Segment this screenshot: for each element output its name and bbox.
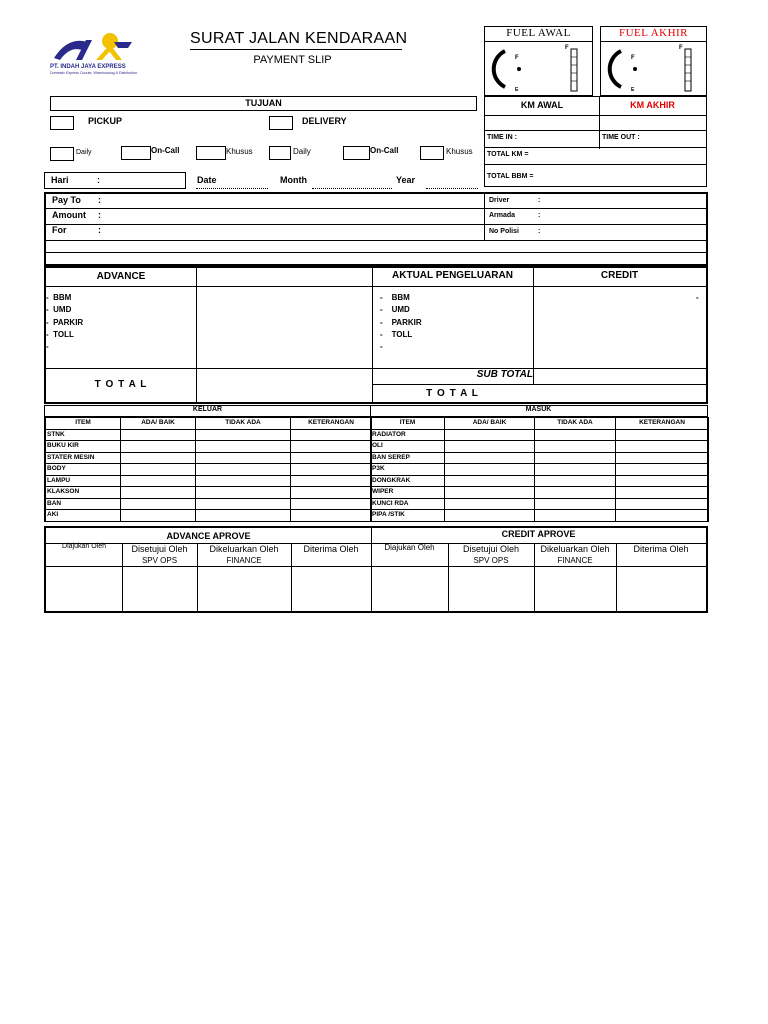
keluar-item: BAN (46, 498, 121, 510)
pickup-daily-label: Daily (76, 149, 92, 156)
fuel-gauge-icon (605, 43, 705, 95)
table-row (371, 475, 709, 487)
table-row (46, 452, 372, 464)
masuk-table (370, 417, 709, 522)
delivery-checkbox[interactable] (269, 116, 293, 130)
date-label: Date (197, 175, 217, 185)
page-title: SURAT JALAN KENDARAAN (190, 30, 408, 47)
keluar-item: STNK (46, 429, 121, 441)
bullet: - (380, 318, 383, 327)
col-ada-baik: ADA/ BAIK (445, 418, 535, 430)
col-ada-baik: ADA/ BAIK (121, 418, 196, 430)
credit-header: CREDIT (600, 270, 639, 281)
bullet: - (46, 305, 49, 314)
approval-role: SPV OPS (141, 556, 178, 565)
keterangan-cell[interactable] (291, 510, 372, 522)
tidak-ada-cell[interactable] (196, 510, 291, 522)
masuk-item: OLI (371, 441, 445, 453)
keterangan-cell[interactable] (291, 429, 372, 441)
tidak-ada-cell[interactable] (535, 498, 616, 510)
bullet: - (46, 293, 49, 302)
ada-baik-cell[interactable] (445, 487, 535, 499)
keluar-table (45, 417, 372, 522)
cr-diterima-label: Diterima Oleh (633, 544, 689, 554)
table-row (46, 441, 372, 453)
masuk-item: P3K (371, 464, 445, 476)
tujuan-label: TUJUAN (245, 98, 282, 108)
ada-baik-cell[interactable] (445, 464, 535, 476)
table-row (46, 464, 372, 476)
time-in-label: TIME IN : (487, 134, 517, 141)
ada-baik-cell[interactable] (121, 510, 196, 522)
fuel-full-mark: F (515, 55, 519, 61)
aktual-total-label: T O T A L (426, 388, 479, 399)
keluar-header: KELUAR (192, 406, 223, 413)
tidak-ada-cell[interactable] (535, 452, 616, 464)
sub-total-label: SUB TOTAL (476, 369, 533, 380)
keterangan-cell[interactable] (616, 510, 709, 522)
table-row (46, 475, 372, 487)
bullet: - (380, 293, 383, 302)
hari-field[interactable] (44, 172, 186, 189)
adv-diajukan-label: Diajukan Oleh (62, 543, 106, 550)
table-header-row (46, 418, 372, 430)
keterangan-cell[interactable] (616, 487, 709, 499)
cr-diajukan-label: Diajukan Oleh (384, 543, 435, 552)
title-underline (190, 49, 402, 50)
aktual-header: AKTUAL PENGELUARAN (392, 270, 513, 281)
table-row (371, 441, 709, 453)
bullet: - (46, 330, 49, 339)
keterangan-cell[interactable] (291, 464, 372, 476)
pickup-daily-checkbox[interactable] (50, 147, 74, 161)
delivery-daily-checkbox[interactable] (269, 146, 291, 160)
tidak-ada-cell[interactable] (196, 487, 291, 499)
approval-role: FINANCE (226, 556, 262, 565)
armada-colon: : (538, 212, 541, 219)
pickup-label: PICKUP (88, 116, 123, 126)
tidak-ada-cell[interactable] (196, 498, 291, 510)
col-tidak-ada: TIDAK ADA (196, 418, 291, 430)
tidak-ada-cell[interactable] (535, 487, 616, 499)
advance-item-umd: UMD (53, 305, 72, 314)
ada-baik-cell[interactable] (445, 510, 535, 522)
pay-to-label: Pay To (52, 195, 81, 205)
keluar-item: KLAKSON (46, 487, 121, 499)
fuel-empty-mark: E (631, 87, 635, 93)
tidak-ada-cell[interactable] (196, 464, 291, 476)
bullet: - (380, 342, 383, 351)
approval-role: FINANCE (557, 556, 593, 565)
keterangan-cell[interactable] (616, 452, 709, 464)
approval-title: Disetujui Oleh (462, 544, 520, 554)
masuk-item: BAN SEREP (371, 452, 445, 464)
ada-baik-cell[interactable] (445, 441, 535, 453)
for-colon: : (98, 225, 101, 235)
no-polisi-label: No Polisi (489, 228, 519, 235)
for-label: For (52, 225, 67, 235)
fuel-akhir-label: FUEL AKHIR (618, 27, 689, 39)
driver-colon: : (538, 197, 541, 204)
keterangan-cell[interactable] (291, 452, 372, 464)
adv-dikeluarkan-label (197, 544, 291, 566)
keterangan-cell[interactable] (616, 498, 709, 510)
keterangan-cell[interactable] (616, 464, 709, 476)
km-block (484, 96, 707, 187)
tidak-ada-cell[interactable] (535, 510, 616, 522)
masuk-item: WIPER (371, 487, 445, 499)
ada-baik-cell[interactable] (445, 452, 535, 464)
keterangan-cell[interactable] (291, 498, 372, 510)
table-row (371, 452, 709, 464)
keluar-item: LAMPU (46, 475, 121, 487)
time-out-label: TIME OUT : (602, 134, 640, 141)
keluar-item: STATER MESIN (46, 452, 121, 464)
table-row (46, 498, 372, 510)
pickup-checkbox[interactable] (50, 116, 74, 130)
fuel-full-mark: F (565, 45, 569, 51)
bullet: - (380, 305, 383, 314)
amount-colon: : (98, 210, 101, 220)
approval-role: SPV OPS (473, 556, 509, 565)
fuel-gauge-icon (489, 43, 589, 95)
driver-label: Driver (489, 197, 510, 204)
credit-bullet: - (696, 293, 699, 302)
masuk-item: PIPA /STIK (371, 510, 445, 522)
ada-baik-cell[interactable] (445, 429, 535, 441)
keluar-item: BUKU KIR (46, 441, 121, 453)
credit-aprove-header: CREDIT APROVE (501, 529, 576, 539)
keterangan-cell[interactable] (291, 487, 372, 499)
page-subtitle: PAYMENT SLIP (253, 54, 332, 66)
keluar-item: BODY (46, 464, 121, 476)
aktual-item-parkir: PARKIR (391, 318, 422, 327)
pickup-khusus-checkbox[interactable] (196, 146, 226, 160)
ada-baik-cell[interactable] (445, 475, 535, 487)
company-tagline: Domestic Express Courier, Warehousing & Distribution (50, 71, 137, 75)
table-row (371, 464, 709, 476)
tidak-ada-cell[interactable] (196, 429, 291, 441)
company-name: PT. INDAH JAYA EXPRESS (50, 64, 126, 70)
masuk-item: DONGKRAK (371, 475, 445, 487)
pay-block (44, 192, 708, 266)
bullet: - (46, 318, 49, 327)
pickup-khusus-label: Khusus (226, 147, 253, 156)
keterangan-cell[interactable] (616, 441, 709, 453)
adv-diterima-label: Diterima Oleh (303, 544, 359, 554)
advance-header: ADVANCE (96, 271, 146, 282)
col-item: ITEM (371, 418, 445, 430)
keterangan-cell[interactable] (616, 429, 709, 441)
year-label: Year (396, 175, 416, 185)
fuel-full-mark: F (679, 45, 683, 51)
year-field[interactable] (426, 188, 478, 189)
hari-colon: : (97, 175, 100, 185)
keluar-item: AKI (46, 510, 121, 522)
fuel-awal-box (484, 26, 593, 96)
month-label: Month (280, 175, 307, 185)
date-field[interactable] (196, 188, 268, 189)
approval-title: Dikeluarkan Oleh (540, 544, 610, 554)
col-tidak-ada: TIDAK ADA (535, 418, 616, 430)
table-header-row (371, 418, 709, 430)
cr-dikeluarkan-label (534, 544, 616, 566)
table-row (46, 429, 372, 441)
pickup-oncall-label: On-Call (151, 146, 180, 155)
advance-item-bbm: BBM (53, 293, 72, 302)
km-awal-label: KM AWAL (520, 100, 564, 110)
bullet: - (46, 342, 49, 351)
delivery-label: DELIVERY (302, 116, 347, 126)
masuk-item: RADIATOR (371, 429, 445, 441)
hari-label: Hari (51, 175, 69, 185)
fuel-empty-mark: E (515, 87, 519, 93)
ada-baik-cell[interactable] (121, 452, 196, 464)
approval-block (44, 526, 708, 613)
tidak-ada-cell[interactable] (535, 429, 616, 441)
col-keterangan: KETERANGAN (291, 418, 372, 430)
delivery-khusus-checkbox[interactable] (420, 146, 444, 160)
ada-baik-cell[interactable] (121, 498, 196, 510)
table-row (371, 429, 709, 441)
ada-baik-cell[interactable] (121, 429, 196, 441)
armada-label: Armada (489, 212, 516, 219)
total-km-label: TOTAL KM = (487, 151, 529, 158)
km-akhir-label: KM AKHIR (630, 100, 675, 110)
pay-to-colon: : (98, 195, 101, 205)
table-row (371, 487, 709, 499)
advance-aprove-header: ADVANCE APROVE (166, 531, 251, 541)
fuel-akhir-box (600, 26, 707, 96)
table-row (371, 498, 709, 510)
tujuan-field[interactable] (50, 96, 477, 111)
no-polisi-colon: : (538, 228, 541, 235)
aktual-item-umd: UMD (391, 305, 410, 314)
aktual-item-toll: TOLL (391, 330, 413, 339)
ada-baik-cell[interactable] (121, 441, 196, 453)
col-item: ITEM (46, 418, 121, 430)
month-field[interactable] (312, 188, 392, 189)
total-bbm-label: TOTAL BBM = (487, 173, 534, 180)
ada-baik-cell[interactable] (445, 498, 535, 510)
company-logo (48, 28, 143, 78)
cr-disetujui-label (448, 544, 534, 566)
tidak-ada-cell[interactable] (535, 464, 616, 476)
delivery-oncall-checkbox[interactable] (343, 146, 370, 160)
advance-item-toll: TOLL (53, 330, 74, 339)
tidak-ada-cell[interactable] (196, 441, 291, 453)
ada-baik-cell[interactable] (121, 475, 196, 487)
amount-label: Amount (52, 210, 86, 220)
table-row (46, 510, 372, 522)
adv-disetujui-label (122, 544, 197, 566)
tidak-ada-cell[interactable] (196, 452, 291, 464)
pickup-oncall-checkbox[interactable] (121, 146, 151, 160)
col-keterangan: KETERANGAN (616, 418, 709, 430)
fuel-full-mark: F (631, 55, 635, 61)
aktual-item-bbm: BBM (391, 293, 410, 302)
delivery-daily-label: Daily (293, 147, 311, 156)
ada-baik-cell[interactable] (121, 487, 196, 499)
tidak-ada-cell[interactable] (535, 475, 616, 487)
tidak-ada-cell[interactable] (196, 475, 291, 487)
delivery-khusus-label: Khusus (446, 147, 473, 156)
advance-total-label: T O T A L (94, 379, 148, 390)
fuel-awal-label: FUEL AWAL (506, 27, 571, 39)
approval-title: Dikeluarkan Oleh (209, 544, 279, 554)
keterangan-cell[interactable] (616, 475, 709, 487)
keterangan-cell[interactable] (291, 441, 372, 453)
keterangan-cell[interactable] (291, 475, 372, 487)
masuk-item: KUNCI RDA (371, 498, 445, 510)
advance-item-parkir: PARKIR (53, 318, 84, 327)
delivery-oncall-label: On-Call (370, 146, 399, 155)
checklist-block (44, 405, 708, 522)
expenses-block (44, 266, 708, 404)
approval-title: Disetujui Oleh (131, 544, 188, 554)
tidak-ada-cell[interactable] (535, 441, 616, 453)
bullet: - (380, 330, 383, 339)
masuk-header: MASUK (525, 406, 552, 413)
table-row (371, 510, 709, 522)
table-row (46, 487, 372, 499)
ada-baik-cell[interactable] (121, 464, 196, 476)
